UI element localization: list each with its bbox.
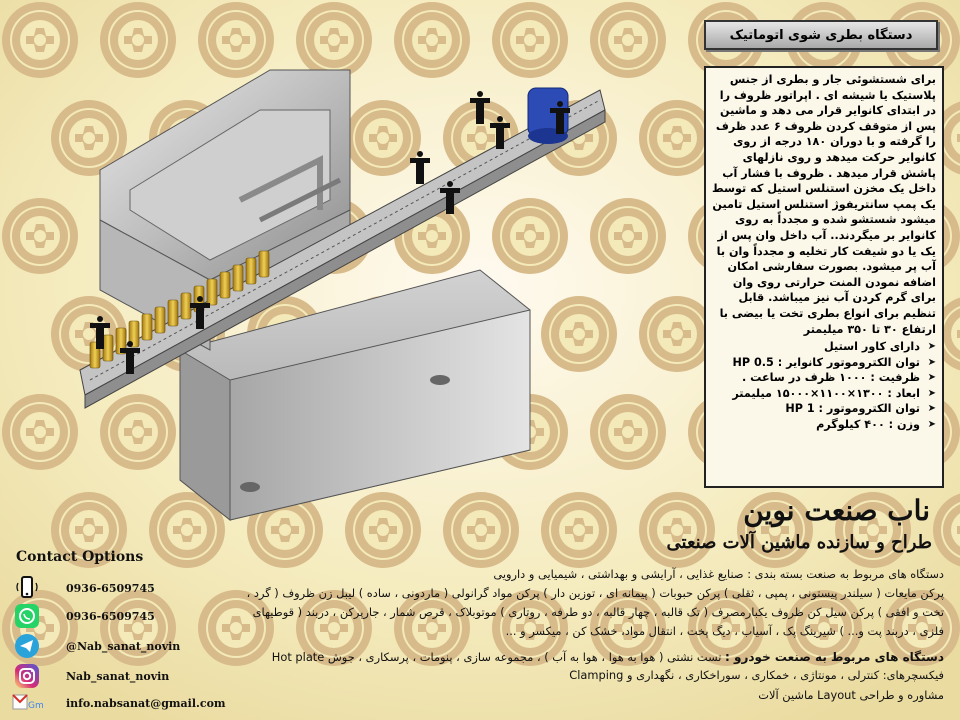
contact-title: Contact Options xyxy=(16,549,144,565)
contact-text: 0936-6509745 xyxy=(66,581,155,595)
fixtures-line: فیکسچرهای: کنترلی ، مونتاژی ، خمکاری ، سوراخکاری ، نگهداری و Clamping xyxy=(569,668,944,682)
brand-name: ناب صنعت نوین xyxy=(743,494,930,527)
feature-item: ➤ توان الکتروموتور کانوایر : 0.5 HP xyxy=(712,355,936,371)
packaging-line: پرکن مایعات ( سیلندر پیستونی ، پمپی ، ثقلی ) پرکن حبوبات ( پیمانه ای ، توزین دار ) پرکن مواد گرانولی ( ماردونی ، ساده ) لیبل زن ظروف ( گرد ، xyxy=(246,586,944,600)
jar xyxy=(207,279,217,305)
svg-text:Gm: Gm xyxy=(28,701,44,711)
jar xyxy=(168,300,178,326)
contact-text: @Nab_sanat_novin xyxy=(66,639,181,653)
feature-item: ➤ وزن : ۴۰۰ کیلوگرم xyxy=(712,417,936,433)
packaging-line: فلزی ، دربند پت و... ) شیرینگ پک ، آسیاب ، دیگ پخت ، انتقال مواد، خشک کن ، میکسر و ... xyxy=(505,624,944,638)
jar xyxy=(181,293,191,319)
automotive-row xyxy=(230,650,944,665)
feature-item: ➤ توان الکتروموتور : 1 HP xyxy=(712,401,936,417)
packaging-heading: دستگاه های مربوط به صنعت بسته بندی : صنایع غذایی ، آرایشی و بهداشتی ، شیمیایی و دارویی xyxy=(493,567,944,581)
jar xyxy=(103,335,113,361)
jar xyxy=(259,251,269,277)
packaging-line: تخت و افقی ) پرکن سیل کن ظروف یکبارمصرف ( تک قالبه ، چهار قالبه ، دو طرفه ، روتاری ) موتوبلاک ، قرص شمار ، جارپرکن ، دربند ( قوطیهای xyxy=(252,605,944,619)
jar xyxy=(233,265,243,291)
guide-bracket xyxy=(410,151,430,184)
description-text: برای شستشوئی جار و بطری از جنس پلاستیک یا شیشه ای . اپراتور ظروف را در ابتدای کانوایر قرار می دهد و ماشین پس از متوقف کردن ظروف ۶ عدد ظرف را گرفته و با دوران ۱۸۰ درجه از روی کانوایر حرکت میدهد و روی نازلهای پاشش قرار میدهد . ظروف با فشار آب داخل یک مخزن استنلس استیل که توسط یک پمپ سانتریفوژ استنلس استیل تامین میشود شستشو شده و مجدداً به روی کانوایر بر میگردند.. آب داخل وان پس از یک یا دو شیفت کار تخلیه و مجدداً وان با آب پر میشود. بصورت سفارشی امکان اضافه نمودن المنت حرارتی روی وان برای گرم کردن آب نیز میباشد. قابل تنظیم برای انواع بطری تخت یا بیضی با ارتفاع ۳۰ تا ۳۵۰ میلیمتر xyxy=(712,73,936,336)
jar xyxy=(246,258,256,284)
contact-gmail[interactable] xyxy=(12,689,226,717)
feature-list xyxy=(712,339,936,433)
telegram-icon xyxy=(12,632,42,660)
jar xyxy=(220,272,230,298)
brand-subtitle: طراح و سازنده ماشین آلات صنعتی xyxy=(666,532,932,553)
contact-text: 0936-6509745 xyxy=(66,609,155,623)
contact-whatsapp[interactable] xyxy=(12,602,155,630)
contact-text: info.nabsanat@gmail.com xyxy=(66,696,226,710)
gmail-icon xyxy=(12,689,42,717)
consulting-line: مشاوره و طراحی Layout ماشین آلات xyxy=(758,688,944,702)
feature-item: ➤ ابعاد : ۱۳۰۰×۱۱۰۰×۱۵۰۰۰ میلیمتر xyxy=(712,386,936,402)
guide-bracket xyxy=(470,91,490,124)
contact-telegram[interactable] xyxy=(12,632,180,660)
description-panel xyxy=(704,66,944,488)
machine-title: دستگاه بطری شوی اتوماتیک xyxy=(704,20,938,50)
phone-icon xyxy=(12,574,42,602)
contact-phone[interactable] xyxy=(12,574,155,602)
jar xyxy=(142,314,152,340)
jar xyxy=(155,307,165,333)
feature-item: ➤ ظرفیت : ۱۰۰۰ ظرف در ساعت . xyxy=(712,370,936,386)
automotive-heading: دستگاه های مربوط به صنعت خودرو : xyxy=(725,650,944,664)
automotive-items: تست نشتی ( هوا به هوا ، هوا به آب ) ، مجموعه سازی ، پنومات ، پرسکاری ، جوش Hot plate xyxy=(271,650,722,664)
contact-instagram[interactable] xyxy=(12,662,169,690)
contact-text: Nab_sanat_novin xyxy=(66,669,170,683)
feature-item: ➤ دارای کاور استیل xyxy=(712,339,936,355)
emblem-decoration xyxy=(639,492,715,568)
bottle-washer-machine-illustration xyxy=(60,50,620,520)
instagram-icon xyxy=(12,662,42,690)
whatsapp-icon xyxy=(12,602,42,630)
